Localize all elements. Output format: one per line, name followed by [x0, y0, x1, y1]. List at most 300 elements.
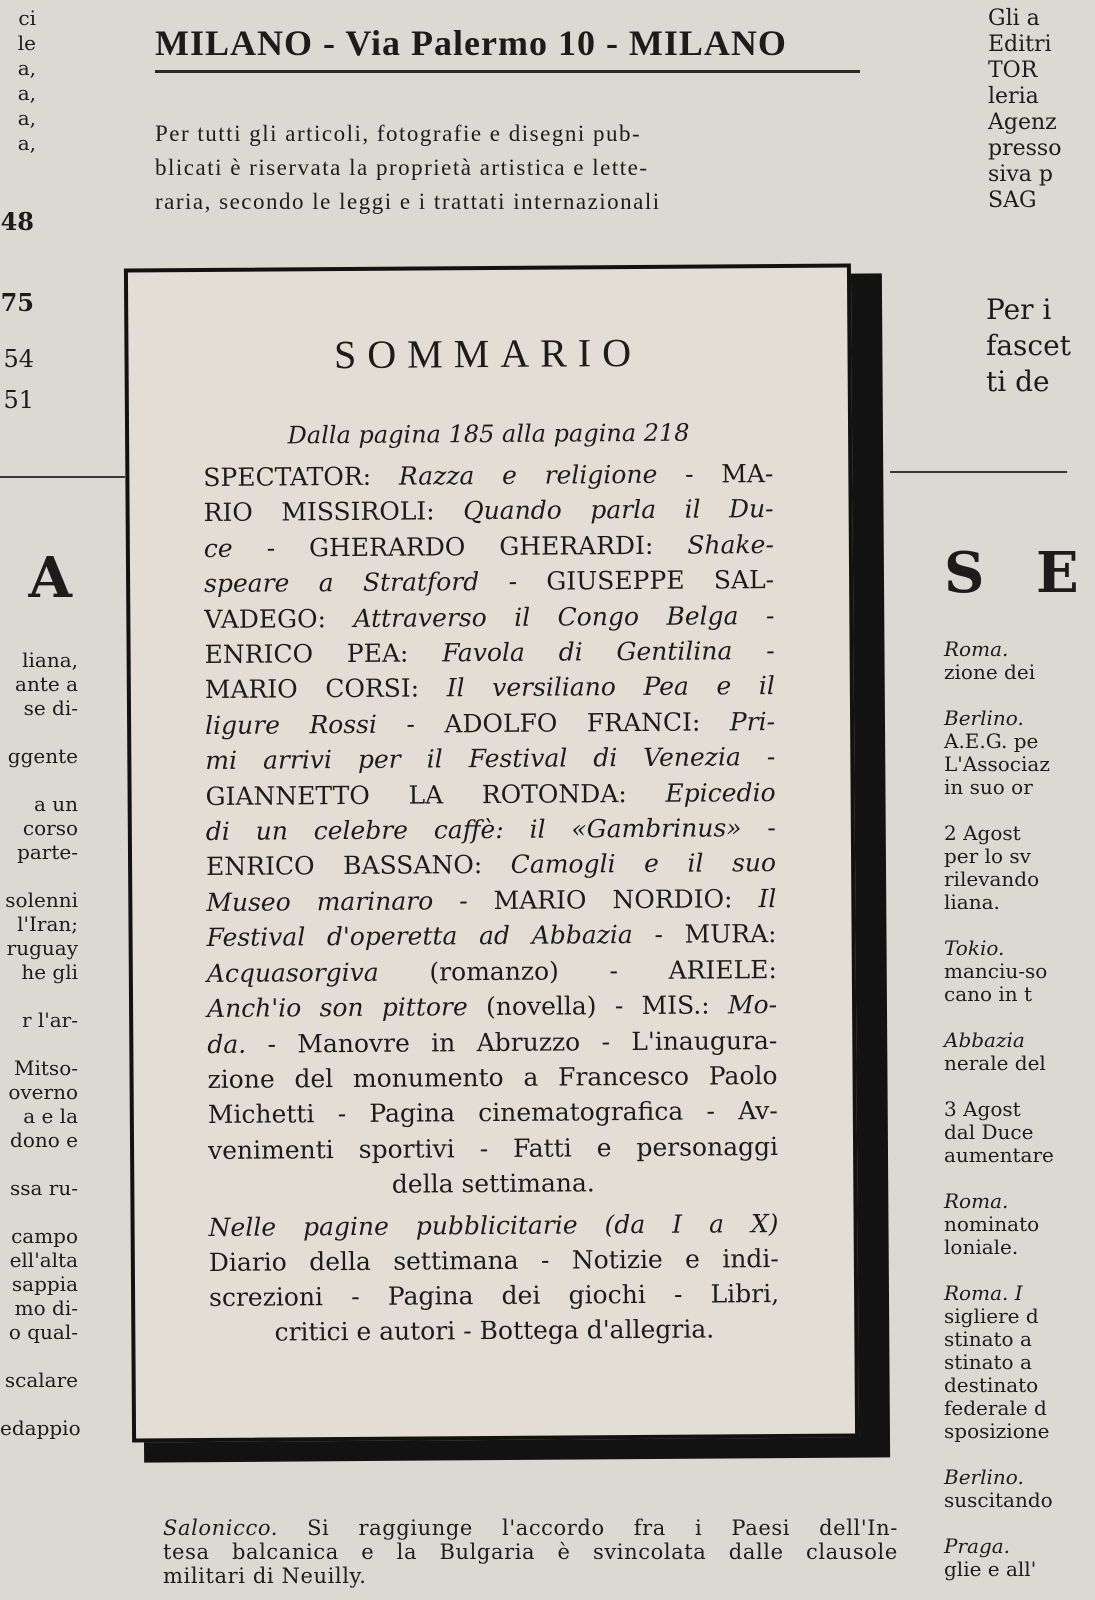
- word: dei: [501, 1280, 541, 1310]
- word: dalle: [728, 1540, 784, 1564]
- word: Pri-: [729, 706, 776, 737]
- right-body-fragment: [944, 638, 1067, 1581]
- summary-line: [206, 810, 776, 849]
- word: ligure: [205, 710, 281, 740]
- right-fragment-line: Gli a: [988, 6, 1040, 31]
- right-fragment-line: stinato a: [944, 1350, 1032, 1374]
- word: pubblicitarie: [415, 1210, 578, 1241]
- copyright-line: blicati è riservata la proprietà artistica e lette-: [155, 155, 649, 180]
- right-fragment-line: nominato: [944, 1212, 1040, 1236]
- word: son: [319, 992, 364, 1023]
- word: -: [654, 920, 663, 950]
- word: parla: [590, 495, 657, 525]
- right-fragment-line: nerale del: [944, 1051, 1046, 1075]
- left-fragment-line: [0, 720, 78, 744]
- word: in: [431, 1027, 456, 1057]
- summary-line: [204, 562, 774, 601]
- word: celebre: [313, 815, 409, 846]
- right-fragment-line: Roma.: [944, 637, 1009, 661]
- right-column-fragment-mid: [986, 292, 1071, 400]
- right-fragment-line: [944, 1006, 1067, 1029]
- summary-line: [209, 1241, 779, 1280]
- right-fragment-line: destinato: [944, 1373, 1039, 1397]
- word: è: [557, 1540, 571, 1564]
- word: I: [672, 1209, 683, 1239]
- left-fragment-line: sappia: [11, 1272, 78, 1296]
- word: caffè:: [433, 814, 504, 845]
- word: della: [309, 1246, 371, 1277]
- left-fragment-line: a e la: [23, 1104, 78, 1128]
- word: Congo: [557, 601, 640, 632]
- copyright-line: raria, secondo le leggi e i trattati internazionali: [155, 189, 661, 214]
- caption-line: [163, 1516, 898, 1540]
- masthead: [155, 22, 860, 219]
- word: Si: [307, 1516, 330, 1540]
- right-fragment-line: sigliere d: [944, 1304, 1039, 1328]
- word: ce: [203, 533, 233, 563]
- word: Av-: [738, 1096, 778, 1126]
- left-fragment-line: [0, 1200, 78, 1224]
- right-fragment-line: 2 Agost: [944, 821, 1021, 845]
- word: -: [614, 991, 624, 1021]
- word: MARIO: [204, 674, 298, 705]
- word: NORDIO:: [612, 884, 733, 915]
- word: -: [351, 1281, 360, 1311]
- word: Acquasorgiva: [206, 957, 379, 988]
- word: Abruzzo: [476, 1026, 581, 1057]
- word: BASSANO:: [343, 850, 483, 881]
- word: Rossi: [309, 709, 378, 740]
- left-fragment-line: [0, 1152, 78, 1176]
- word: -: [601, 1026, 611, 1056]
- right-fragment-line: Editri: [988, 32, 1052, 57]
- right-fragment-line: Roma. I: [944, 1281, 1023, 1305]
- word: ENRICO: [204, 639, 314, 670]
- word: e: [596, 1132, 612, 1162]
- summary-line: [205, 739, 775, 778]
- word: venimenti: [207, 1134, 334, 1165]
- word: -: [508, 567, 518, 597]
- word: RIO: [203, 498, 253, 528]
- summary-line: [207, 1023, 777, 1062]
- word: e: [716, 671, 732, 701]
- summary-line: [207, 952, 777, 991]
- caption-line: [163, 1540, 898, 1564]
- word: -: [609, 955, 619, 985]
- word: -: [406, 709, 415, 739]
- left-fragment-line: ci: [18, 6, 36, 30]
- word: di: [205, 816, 230, 847]
- right-fragment-line: Tokio.: [944, 936, 1005, 960]
- word: pagine: [302, 1211, 389, 1242]
- word: -: [267, 1029, 277, 1059]
- word: monumento: [352, 1062, 504, 1093]
- left-number: 51: [3, 386, 34, 414]
- right-fragment-line: Berlino.: [944, 706, 1024, 730]
- right-fragment-line: manciu-so: [944, 959, 1048, 983]
- word: di: [558, 637, 583, 667]
- word: fra: [633, 1516, 666, 1540]
- word: MISSIROLI:: [281, 496, 435, 527]
- right-fragment-line: zione dei: [944, 660, 1036, 684]
- right-fragment-line: Per i: [986, 293, 1052, 326]
- word: e: [685, 1244, 701, 1274]
- word: a: [708, 1209, 725, 1239]
- word: Belga: [666, 600, 739, 631]
- word: Libri,: [710, 1279, 780, 1309]
- right-fragment-line: Agenz: [988, 110, 1057, 135]
- left-fragment-line: ruguay: [6, 936, 78, 960]
- word: Bulgaria: [439, 1540, 536, 1564]
- right-fragment-line: TOR: [988, 58, 1038, 83]
- word: Diario: [208, 1247, 287, 1277]
- left-fragment-line: overno: [8, 1080, 78, 1104]
- summary-line: [209, 1276, 779, 1315]
- word: Il: [758, 883, 777, 914]
- summary-line: [204, 598, 774, 637]
- word: balcanica: [231, 1540, 339, 1564]
- word: Attraverso: [353, 602, 487, 633]
- summary-line: [206, 845, 776, 884]
- word: Abbazia: [531, 920, 633, 951]
- right-fragment-line: Roma.: [944, 1189, 1009, 1213]
- left-fragment-line: campo: [11, 1224, 78, 1248]
- word: Festival: [468, 743, 568, 774]
- word: Stratford: [362, 567, 480, 598]
- left-fragment-line: a,: [17, 131, 36, 155]
- left-fragment-line: liana,: [22, 648, 78, 672]
- right-fragment-line: liana.: [944, 890, 1000, 914]
- word: ENRICO: [205, 851, 315, 882]
- word: Anch'io: [206, 993, 302, 1024]
- word: del: [294, 1064, 334, 1094]
- right-fragment-line: [944, 1443, 1067, 1466]
- right-fragment-line: per lo sv: [944, 844, 1031, 868]
- word: cinematografica: [478, 1096, 684, 1128]
- left-fragment-line: o qual-: [8, 1320, 78, 1344]
- word: Francesco: [557, 1061, 690, 1092]
- left-number: 75: [0, 288, 34, 317]
- word: e: [502, 460, 518, 490]
- right-fragment-line: [944, 684, 1067, 707]
- word: (novella): [485, 991, 597, 1022]
- word: GHERARDO: [308, 531, 466, 563]
- word: a: [523, 1062, 539, 1092]
- right-fragment-line: Praga.: [944, 1534, 1011, 1558]
- word: Michetti: [207, 1099, 315, 1130]
- left-fragment-line: le: [17, 31, 36, 55]
- word: e: [644, 849, 660, 879]
- word: -: [266, 533, 276, 563]
- word: clausole: [806, 1540, 898, 1564]
- right-fragment-line: leria: [988, 84, 1039, 109]
- summary-line: [208, 1093, 778, 1132]
- word: GIANNETTO: [205, 780, 370, 811]
- word: mi: [205, 746, 238, 776]
- word: ADOLFO: [444, 708, 558, 739]
- summary-line: critici e autori - Bottega d'allegria.: [274, 1314, 715, 1347]
- word: settimana: [393, 1245, 519, 1276]
- right-fragment-line: Berlino.: [944, 1465, 1024, 1489]
- summary-line: [208, 1206, 778, 1245]
- word: MURA:: [684, 919, 777, 949]
- right-fragment-line: [944, 1167, 1067, 1190]
- right-fragment-line: cano in t: [944, 982, 1033, 1006]
- right-fragment-line: [944, 1259, 1067, 1282]
- right-fragment-line: loniale.: [944, 1235, 1019, 1259]
- left-fragment-line: ante a: [15, 672, 78, 696]
- summary-line: [203, 456, 773, 495]
- copyright-line: Per tutti gli articoli, fotografie e disegni pub-: [155, 121, 642, 146]
- word: sportivi: [358, 1133, 455, 1164]
- left-number: 48: [0, 207, 34, 236]
- left-fragment-line: a,: [17, 106, 36, 130]
- word: SPECTATOR:: [203, 461, 372, 493]
- word: (da: [604, 1209, 646, 1240]
- word: SAL-: [713, 565, 775, 595]
- word: d'operetta: [326, 921, 458, 952]
- word: -: [673, 1279, 683, 1309]
- summary-line: [203, 491, 773, 530]
- word: Il: [446, 673, 465, 703]
- word: Gentilina: [616, 636, 733, 667]
- word: la: [396, 1540, 418, 1564]
- copyright-notice: [155, 117, 860, 219]
- word: GHERARDI:: [499, 530, 654, 561]
- left-fragment-line: a,: [17, 81, 36, 105]
- word: VADEGO:: [204, 603, 327, 634]
- caption-line: militari di Neuilly.: [163, 1564, 367, 1588]
- word: -: [766, 636, 775, 666]
- word: -: [765, 600, 775, 630]
- right-fragment-line: aumentare: [944, 1143, 1054, 1167]
- summary-line: [204, 527, 774, 566]
- word: i: [695, 1516, 703, 1540]
- summary-title: SOMMARIO: [333, 329, 643, 378]
- left-fragment-line: [0, 1032, 78, 1056]
- word: LA: [408, 779, 444, 810]
- left-column-fragment: [0, 6, 36, 156]
- right-column-fragment: [988, 6, 1067, 214]
- summary-line: [206, 881, 776, 920]
- word: -: [337, 1099, 347, 1129]
- word: Du-: [728, 494, 774, 524]
- word: Paolo: [708, 1060, 778, 1091]
- word: a: [318, 568, 334, 598]
- right-fragment-line: Abbazia: [944, 1028, 1025, 1052]
- word: Manovre: [297, 1028, 410, 1058]
- word: e: [361, 1540, 375, 1564]
- word: -: [684, 459, 694, 489]
- right-fragment-line: [944, 914, 1067, 937]
- word: Salonicco.: [163, 1516, 278, 1540]
- right-divider: [890, 471, 1067, 473]
- left-fragment-line: ssa ru-: [9, 1176, 78, 1200]
- right-fragment-line: federale d: [944, 1396, 1047, 1420]
- right-fragment-line: A.E.G. pe: [944, 729, 1039, 753]
- right-fragment-line: ti de: [986, 365, 1050, 398]
- word: un: [255, 816, 288, 846]
- left-fragment-line: edappio: [0, 1416, 81, 1440]
- word: zione: [207, 1064, 275, 1094]
- word: di: [593, 743, 618, 773]
- right-fragment-line: [944, 799, 1067, 822]
- right-fragment-line: fascet: [986, 329, 1071, 362]
- word: CORSI:: [325, 673, 420, 704]
- publisher-address: MILANO - Via Palermo 10 - MILANO: [155, 22, 860, 73]
- word: Epicedio: [665, 777, 776, 808]
- word: Razza: [398, 461, 475, 491]
- word: -: [540, 1245, 550, 1275]
- right-fragment-line: glie e all': [944, 1557, 1037, 1581]
- right-fragment-line: siva p: [988, 162, 1053, 187]
- right-fragment-line: SAG: [988, 188, 1037, 213]
- right-fragment-line: stinato a: [944, 1327, 1032, 1351]
- summary-subtitle: Dalla pagina 185 alla pagina 218: [287, 418, 690, 450]
- word: Mo-: [727, 990, 778, 1020]
- word: Notizie: [571, 1244, 663, 1275]
- summary-contents: [203, 456, 778, 1203]
- summary-line: [206, 916, 776, 955]
- left-fragment-line: dono e: [10, 1128, 78, 1152]
- left-fragment-line: mo di-: [14, 1296, 78, 1320]
- word: personaggi: [636, 1131, 779, 1162]
- word: MA-: [721, 459, 774, 489]
- word: MARIO: [493, 885, 587, 915]
- word: FRANCI:: [586, 707, 701, 738]
- word: X): [750, 1209, 779, 1239]
- summary-line: [208, 1129, 778, 1168]
- word: speare: [204, 568, 290, 599]
- word: il: [687, 848, 704, 879]
- right-heading: S E: [944, 540, 1095, 606]
- left-fragment-line: he gli: [21, 960, 78, 984]
- word: ROTONDA:: [481, 778, 627, 809]
- word: pittore: [381, 992, 468, 1022]
- word: arrivi: [262, 745, 333, 775]
- left-number: 54: [3, 345, 34, 373]
- word: (romanzo): [429, 956, 559, 987]
- word: da.: [207, 1029, 247, 1059]
- right-fragment-line: L'Associaz: [944, 752, 1050, 776]
- word: Camogli: [510, 849, 616, 880]
- word: -: [767, 813, 776, 843]
- word: per: [357, 744, 401, 775]
- word: Fatti: [512, 1133, 572, 1163]
- right-fragment-line: presso: [988, 136, 1062, 161]
- left-fragment-line: Mitso-: [14, 1056, 78, 1080]
- word: screzioni: [208, 1282, 324, 1312]
- summary-line: [205, 668, 775, 707]
- left-fragment-line: ggente: [7, 744, 78, 768]
- left-fragment-line: [0, 984, 78, 1008]
- word: l'accordo: [502, 1516, 605, 1540]
- word: il: [758, 671, 775, 701]
- summary-line: della settimana.: [391, 1168, 595, 1199]
- word: -: [706, 1096, 716, 1126]
- news-caption: [163, 1516, 898, 1588]
- left-divider: [0, 476, 125, 478]
- word: tesa: [163, 1540, 210, 1564]
- summary-box: [124, 263, 859, 1442]
- word: Pagina: [387, 1281, 474, 1311]
- left-fragment-line: scalare: [4, 1368, 78, 1392]
- word: ARIELE:: [668, 954, 777, 985]
- right-fragment-line: suscitando: [944, 1488, 1053, 1512]
- word: -: [479, 1133, 489, 1163]
- right-fragment-line: 3 Agost: [944, 1097, 1021, 1121]
- summary-line: [205, 704, 775, 743]
- word: Paesi: [731, 1516, 791, 1540]
- word: versiliano: [492, 672, 616, 703]
- left-fragment-line: [0, 1392, 78, 1416]
- word: giochi: [568, 1279, 646, 1310]
- word: il: [529, 814, 546, 844]
- word: MIS.:: [641, 990, 710, 1021]
- word: -: [459, 886, 468, 916]
- left-fragment-line: [0, 768, 78, 792]
- word: suo: [731, 848, 777, 878]
- word: Venezia: [643, 742, 741, 773]
- left-fragment-line: se di-: [23, 696, 78, 720]
- word: indi-: [722, 1244, 779, 1274]
- word: Museo: [206, 887, 291, 917]
- word: raggiunge: [358, 1516, 473, 1540]
- word: il: [426, 744, 443, 774]
- word: Nelle: [208, 1212, 277, 1242]
- left-fragment-line: a un: [33, 792, 78, 816]
- word: Pagina: [369, 1098, 456, 1129]
- left-fragment-line: corso: [22, 816, 78, 840]
- right-fragment-line: in suo or: [944, 775, 1033, 799]
- word: GIUSEPPE: [546, 565, 685, 596]
- word: «Gambrinus»: [571, 813, 742, 844]
- left-fragment-line: solenni: [5, 888, 78, 912]
- right-fragment-line: dal Duce: [944, 1120, 1034, 1144]
- word: Festival: [206, 922, 306, 953]
- word: il: [684, 494, 701, 525]
- left-fragment-line: l'Iran;: [17, 912, 78, 936]
- left-fragment-line: a,: [17, 56, 36, 80]
- word: ad: [478, 921, 511, 951]
- word: marinaro: [316, 886, 434, 917]
- left-fragment-line: parte-: [17, 840, 78, 864]
- right-fragment-line: [944, 1075, 1067, 1098]
- left-fragment-line: ell'alta: [9, 1248, 78, 1272]
- right-fragment-line: [944, 1512, 1067, 1535]
- summary-advertising-pages: [208, 1206, 779, 1350]
- word: -: [766, 742, 776, 772]
- word: L'inaugura-: [631, 1025, 778, 1056]
- left-fragment-line: [0, 1344, 78, 1368]
- left-fragment-line: [0, 864, 78, 888]
- summary-line: [207, 987, 777, 1026]
- right-fragment-line: sposizione: [944, 1419, 1050, 1443]
- word: Favola: [442, 637, 525, 668]
- word: svincolata: [592, 1540, 707, 1564]
- summary-line: [207, 1058, 777, 1097]
- word: Shake-: [687, 529, 774, 560]
- word: PEA:: [346, 638, 409, 669]
- word: Pea: [643, 672, 689, 702]
- summary-line: [205, 775, 775, 814]
- left-fragment-line: r l'ar-: [21, 1008, 78, 1032]
- summary-line: [204, 633, 774, 672]
- word: il: [514, 602, 531, 632]
- right-fragment-line: rilevando: [944, 867, 1040, 891]
- left-heading: A: [28, 545, 72, 611]
- word: Quando: [463, 495, 562, 526]
